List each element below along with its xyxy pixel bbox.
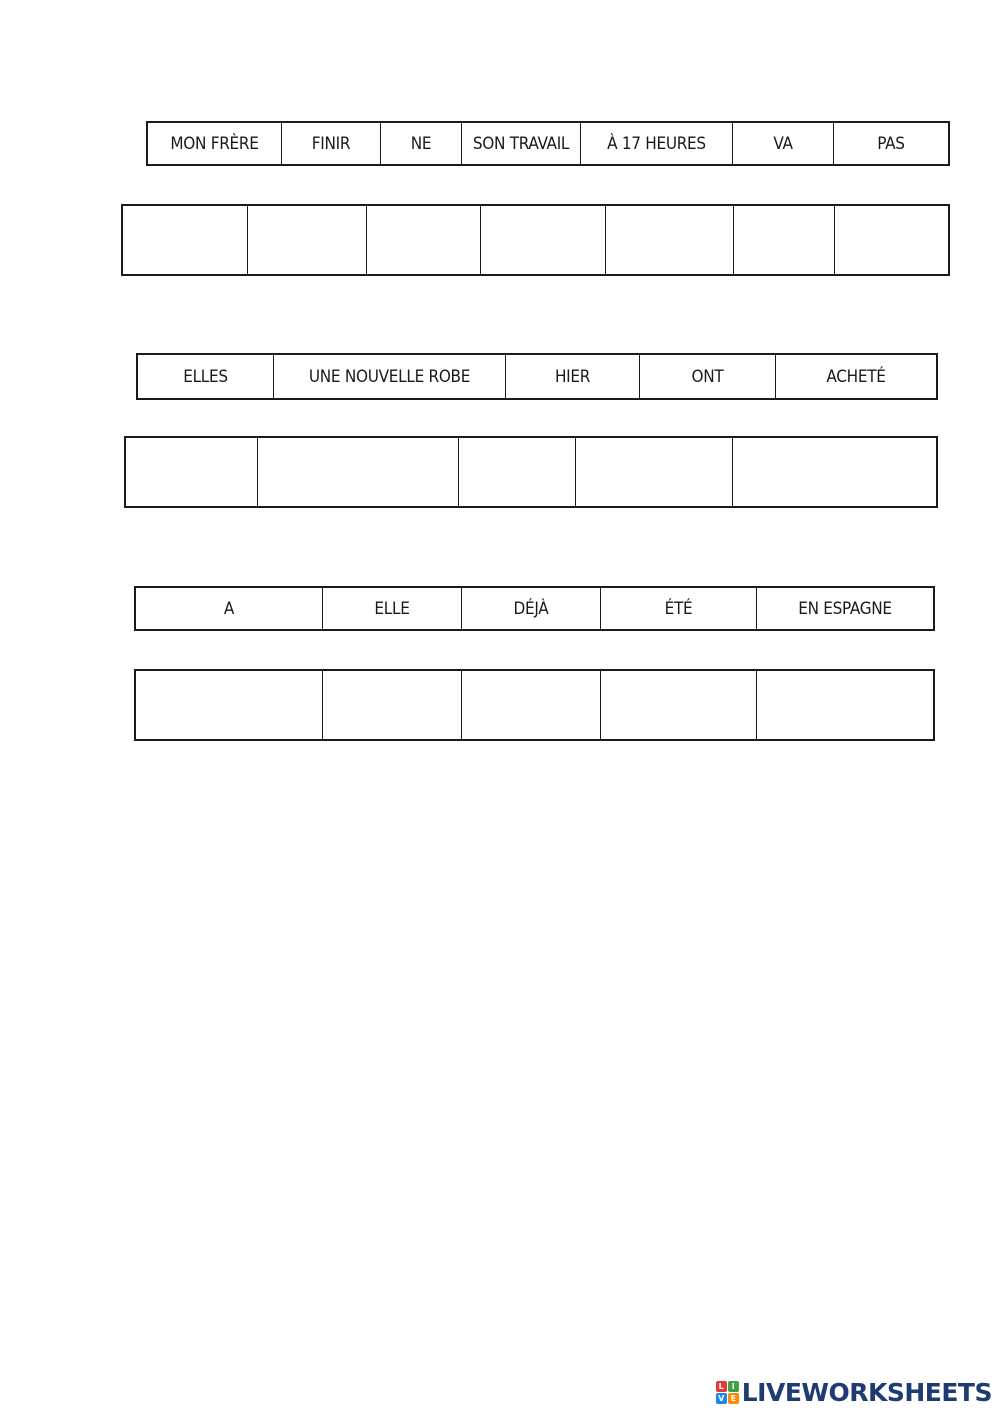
logo-letter: L: [716, 1381, 727, 1392]
word-row-2: [136, 353, 938, 400]
answer-row-1: [121, 204, 950, 276]
liveworksheets-logo-icon: [716, 1381, 739, 1404]
word-tile: A: [136, 588, 323, 629]
answer-box[interactable]: [367, 206, 481, 274]
word-tile: MON FRÈRE: [148, 123, 282, 164]
answer-box[interactable]: [323, 671, 462, 739]
answer-row-3: [134, 669, 935, 741]
answer-box[interactable]: [733, 438, 936, 506]
answer-box[interactable]: [481, 206, 606, 274]
logo-letter: E: [728, 1393, 739, 1404]
logo-letter: V: [716, 1393, 727, 1404]
answer-box[interactable]: [576, 438, 733, 506]
answer-box[interactable]: [123, 206, 248, 274]
answer-row-2: [124, 436, 938, 508]
answer-box[interactable]: [734, 206, 835, 274]
answer-box[interactable]: [835, 206, 948, 274]
word-tile: ELLES: [138, 355, 274, 398]
word-tile: SON TRAVAIL: [462, 123, 581, 164]
word-tile: VA: [733, 123, 834, 164]
word-tile: ÉTÉ: [601, 588, 757, 629]
logo-letter: I: [728, 1381, 739, 1392]
word-tile: HIER: [506, 355, 640, 398]
word-tile: PAS: [877, 133, 905, 154]
word-tile: ONT: [640, 355, 776, 398]
answer-box[interactable]: [601, 671, 757, 739]
liveworksheets-logo: [716, 1377, 992, 1407]
answer-box[interactable]: [459, 438, 576, 506]
word-tile: ACHETÉ: [826, 366, 886, 387]
word-tile: NE: [381, 123, 462, 164]
word-tile: ELLE: [323, 588, 462, 629]
answer-box[interactable]: [248, 206, 367, 274]
word-tile: DÉJÀ: [462, 588, 601, 629]
answer-box[interactable]: [258, 438, 459, 506]
word-tile: FINIR: [282, 123, 381, 164]
word-row-3: [134, 586, 935, 631]
word-tile: EN ESPAGNE: [798, 598, 892, 619]
word-tile: UNE NOUVELLE ROBE: [274, 355, 506, 398]
liveworksheets-logo-text: LIVEWORKSHEETS: [741, 1377, 992, 1407]
answer-box[interactable]: [136, 671, 323, 739]
answer-box[interactable]: [126, 438, 258, 506]
answer-box[interactable]: [606, 206, 734, 274]
word-tile: À 17 HEURES: [581, 123, 733, 164]
answer-box[interactable]: [757, 671, 933, 739]
answer-box[interactable]: [462, 671, 601, 739]
word-row-1: [146, 121, 950, 166]
